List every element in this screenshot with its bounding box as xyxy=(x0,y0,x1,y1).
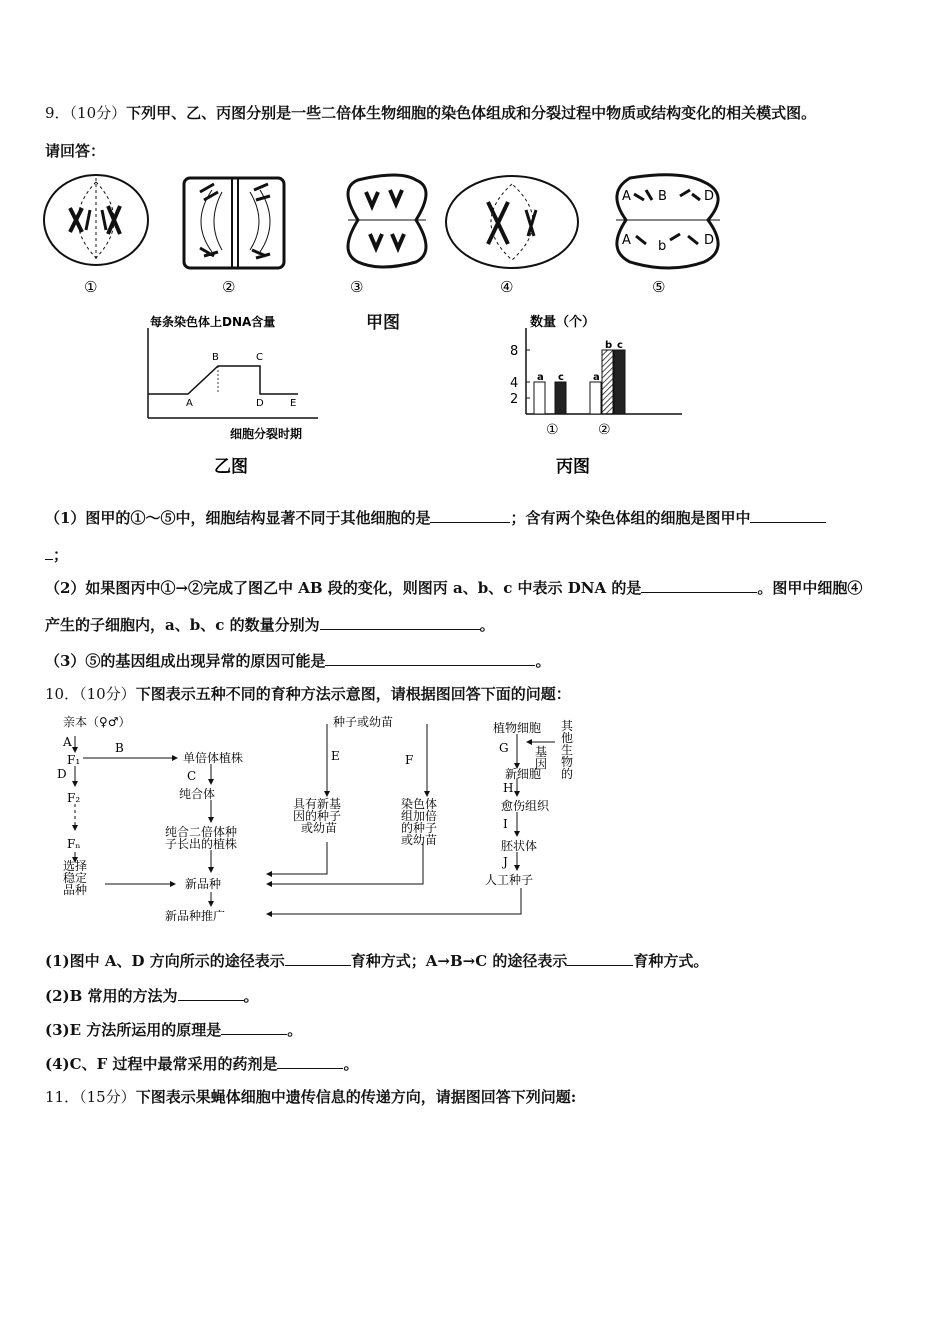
q9-sub2 xyxy=(45,578,862,598)
flow-seed: 种子或幼苗 xyxy=(333,715,394,729)
bing-bar-c xyxy=(555,382,566,414)
q9-sub3 xyxy=(45,651,550,671)
flow-chrom-2: 组加倍 xyxy=(401,809,438,823)
flow-other-2: 他 xyxy=(561,731,574,745)
q10-sub1-a: (1)图中 A、D 方向所示的途径表示 xyxy=(45,952,285,970)
flow-label-J: J xyxy=(503,855,508,869)
flow-pure-dip-1: 纯合二倍体种 xyxy=(165,825,238,839)
answer-blank[interactable] xyxy=(277,1054,343,1069)
answer-blank[interactable] xyxy=(45,545,53,560)
flow-other-5: 的 xyxy=(561,767,574,781)
q9-sub1 xyxy=(45,508,826,528)
bing-group-2: ② xyxy=(598,422,611,438)
flow-promote: 新品种推广 xyxy=(165,909,226,923)
gene-A-top: A xyxy=(622,189,631,204)
figure-jia xyxy=(40,170,720,300)
yi-title: 乙图 xyxy=(214,457,248,477)
answer-blank[interactable] xyxy=(178,986,244,1001)
bing-title: 丙图 xyxy=(556,457,590,477)
q10-sub3 xyxy=(45,1020,302,1040)
gene-D-bottom: D xyxy=(704,233,715,248)
q10-number: 10．（10分） xyxy=(45,685,136,703)
cell-3 xyxy=(348,175,426,267)
cell-2 xyxy=(184,178,284,268)
flow-label-H: H xyxy=(503,781,514,795)
flow-label-E: E xyxy=(331,749,340,763)
q9-sub2-cont xyxy=(45,615,495,635)
q10-sub3-a: (3)E 方法所运用的原理是 xyxy=(45,1021,222,1039)
q9-stem xyxy=(45,103,816,123)
bing-bar-label-c: c xyxy=(617,340,623,351)
flow-Fn: Fₙ xyxy=(67,837,81,851)
q9-number: 9．（10分） xyxy=(45,104,127,122)
jia-title: 甲图 xyxy=(366,313,400,333)
flow-parents: 亲本（♀♂） xyxy=(63,715,131,729)
q11-number: 11．（15分） xyxy=(45,1088,136,1106)
cell-5 xyxy=(616,175,720,268)
answer-blank[interactable] xyxy=(567,951,633,966)
answer-blank[interactable] xyxy=(430,508,510,523)
figure-bing xyxy=(500,310,700,480)
bing-bar-label-c: c xyxy=(558,372,564,383)
bing-bar-c xyxy=(614,350,625,414)
flow-label-B: B xyxy=(115,741,124,755)
gene-b-bottom: b xyxy=(658,239,667,254)
q9-sub1-c: ； xyxy=(53,546,69,564)
answer-blank[interactable] xyxy=(325,651,535,666)
q10-sub4-b: 。 xyxy=(343,1055,359,1073)
q9-sub3-b: 。 xyxy=(535,652,551,670)
q9-sub1-cont xyxy=(45,545,68,565)
q10-sub3-b: 。 xyxy=(287,1021,303,1039)
q9-sub2-c: 产生的子细胞内，a、b、c 的数量分别为 xyxy=(45,616,320,634)
gene-D-top: D xyxy=(704,189,715,204)
flow-gene-1: 基 xyxy=(535,745,548,759)
flow-new-gene-3: 或幼苗 xyxy=(301,821,338,835)
flow-other-4: 物 xyxy=(561,755,574,769)
gene-A-bottom: A xyxy=(622,233,631,248)
bing-bar-label-a: a xyxy=(593,372,600,383)
flow-select-2: 稳定 xyxy=(63,871,88,885)
q9-sub1-b: ；含有两个染色体组的细胞是图甲中 xyxy=(510,509,751,527)
figure-yi xyxy=(130,310,330,480)
flow-embryoid: 胚状体 xyxy=(501,839,538,853)
flow-F1: F₁ xyxy=(67,753,81,767)
yi-point-E: E xyxy=(290,398,297,409)
flow-other-3: 生 xyxy=(561,743,574,757)
bing-bar-b xyxy=(602,350,613,414)
q9-sub2-d: 。 xyxy=(479,616,495,634)
flow-plant-cell: 植物细胞 xyxy=(493,721,542,735)
cell-label-2: ② xyxy=(222,278,236,296)
answer-blank[interactable] xyxy=(221,1020,287,1035)
yi-xlabel: 细胞分裂时期 xyxy=(230,427,303,441)
flow-select-3: 品种 xyxy=(63,883,88,897)
q9-stem-text: 下列甲、乙、丙图分别是一些二倍体生物细胞的染色体组成和分裂过程中物质或结构变化的相关模式图。 xyxy=(126,104,817,122)
bing-bar-label-b: b xyxy=(605,340,613,351)
flow-new-cell: 新细胞 xyxy=(505,767,542,781)
bing-ytick: 2 xyxy=(510,392,519,407)
q10-sub4-a: (4)C、F 过程中最常采用的药剂是 xyxy=(45,1055,278,1073)
bing-ytick: 8 xyxy=(510,344,519,359)
q10-stem-text: 下图表示五种不同的育种方法示意图，请根据图回答下面的问题： xyxy=(135,685,571,703)
flow-pure: 纯合体 xyxy=(179,787,216,801)
q10-sub2-b: 。 xyxy=(243,987,259,1005)
q10-sub4 xyxy=(45,1054,358,1074)
bing-bar-label-a: a xyxy=(537,372,544,383)
bing-bar-a xyxy=(534,382,545,414)
q10-sub1 xyxy=(45,951,708,971)
flow-label-G: G xyxy=(499,741,509,755)
cell-label-1: ① xyxy=(84,278,98,296)
yi-point-A: A xyxy=(186,398,193,409)
q9-sub2-b: 。图甲中细胞④ xyxy=(757,579,863,597)
flow-select-1: 选择 xyxy=(63,859,88,873)
flow-other-1: 其 xyxy=(561,719,574,733)
q9-sub2-a: （2）如果图丙中①→②完成了图乙中 AB 段的变化，则图丙 a、b、c 中表示 DNA 的是 xyxy=(45,579,642,597)
q9-stem2: 请回答： xyxy=(45,142,106,160)
cell-label-4: ④ xyxy=(500,278,514,296)
answer-blank[interactable] xyxy=(320,615,480,630)
yi-ylabel: 每条染色体上DNA含量 xyxy=(150,315,276,329)
q10-sub2-a: (2)B 常用的方法为 xyxy=(45,987,178,1005)
flow-new-gene-2: 因的种子 xyxy=(293,809,342,823)
flow-gene-2: 因 xyxy=(535,757,548,771)
cell-4 xyxy=(446,176,578,268)
q10-sub2 xyxy=(45,986,259,1006)
answer-blank[interactable] xyxy=(750,508,826,523)
answer-blank[interactable] xyxy=(641,578,757,593)
flow-chrom-3: 的种子 xyxy=(401,821,438,835)
flow-chrom-1: 染色体 xyxy=(401,797,438,811)
bing-ylabel: 数量（个） xyxy=(530,315,596,330)
flow-label-F: F xyxy=(405,753,414,767)
cell-label-3: ③ xyxy=(350,278,364,296)
flow-haploid: 单倍体植株 xyxy=(183,751,244,765)
q11-stem xyxy=(45,1087,576,1107)
flow-label-A: A xyxy=(63,735,72,749)
bing-bar-a xyxy=(590,382,601,414)
flow-new-gene-1: 具有新基 xyxy=(293,797,342,811)
flow-chrom-4: 或幼苗 xyxy=(401,833,438,847)
yi-point-C: C xyxy=(256,352,263,363)
q9-sub3-a: （3）⑤的基因组成出现异常的原因可能是 xyxy=(45,652,326,670)
yi-point-B: B xyxy=(212,352,219,363)
yi-point-D: D xyxy=(256,398,264,409)
flow-artificial-seed: 人工种子 xyxy=(485,873,534,887)
bing-group-1: ① xyxy=(546,422,559,438)
flow-new-variety: 新品种 xyxy=(185,877,222,891)
q9-sub1-a: （1）图甲的①～⑤中，细胞结构显著不同于其他细胞的是 xyxy=(45,509,431,527)
answer-blank[interactable] xyxy=(285,951,351,966)
cell-label-5: ⑤ xyxy=(652,278,666,296)
cell-1 xyxy=(44,175,148,265)
q10-sub1-c: 育种方式。 xyxy=(633,952,709,970)
breeding-flow-diagram xyxy=(55,712,615,927)
flow-callus: 愈伤组织 xyxy=(501,799,550,813)
q10-stem xyxy=(45,684,571,704)
q10-sub1-b: 育种方式；A→B→C 的途径表示 xyxy=(350,952,568,970)
flow-label-I: I xyxy=(503,817,508,831)
bing-ytick: 4 xyxy=(510,376,519,391)
flow-label-C: C xyxy=(187,769,197,783)
flow-label-D: D xyxy=(57,767,67,781)
flow-F2: F₂ xyxy=(67,791,81,805)
flow-pure-dip-2: 子长出的植株 xyxy=(165,837,238,851)
gene-B-top: B xyxy=(658,189,667,204)
q11-stem-text: 下图表示果蝇体细胞中遗传信息的传递方向，请据图回答下列问题: xyxy=(135,1088,577,1106)
